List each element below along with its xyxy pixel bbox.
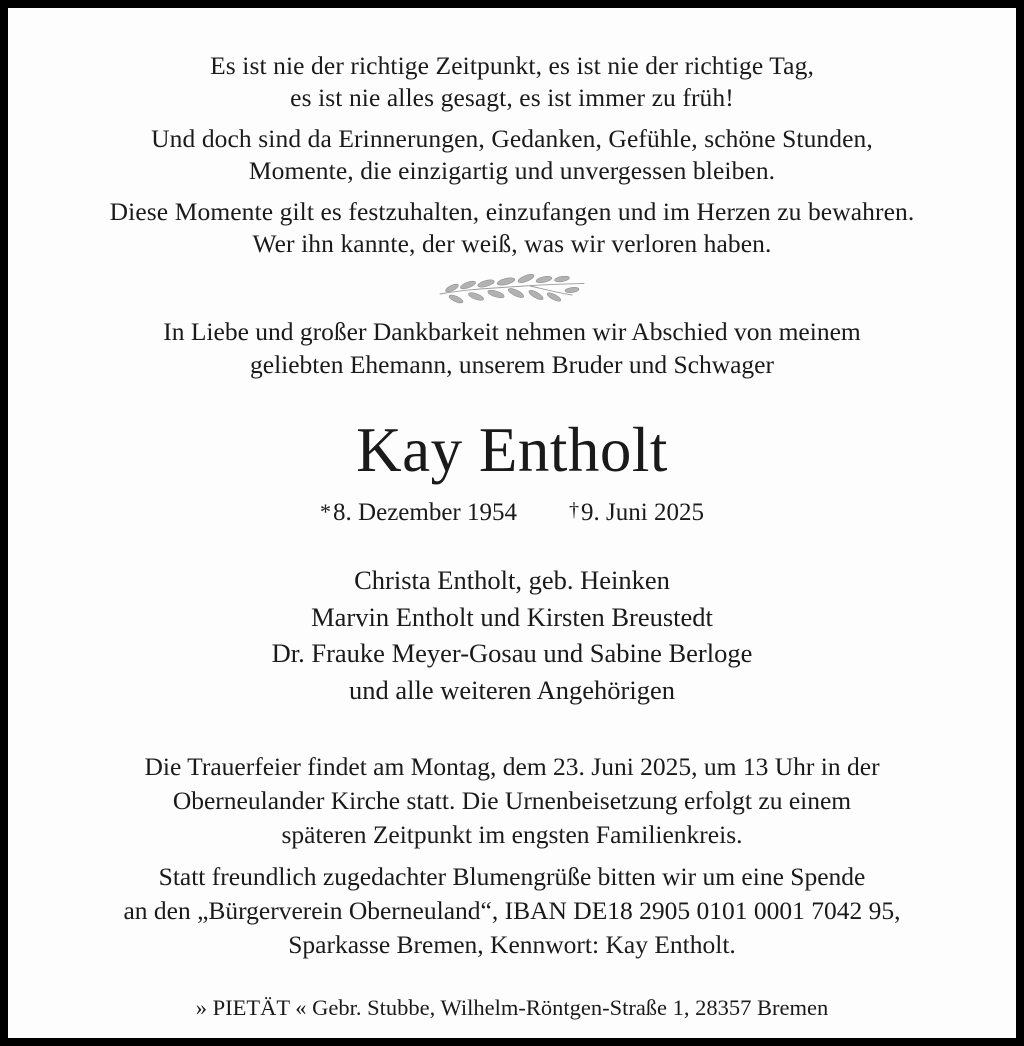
poem-line: Und doch sind da Erinnerungen, Gedanken, Gefühle, schöne Stunden, bbox=[151, 124, 873, 153]
service-line: späteren Zeitpunkt im engsten Familienkreis. bbox=[281, 820, 743, 849]
survivor-line: Marvin Entholt und Kirsten Breustedt bbox=[311, 601, 713, 632]
survivors-list bbox=[64, 562, 960, 708]
dedication-text bbox=[64, 315, 960, 381]
funeral-home-footer bbox=[64, 994, 960, 1022]
poem-line: Wer ihn kannte, der weiß, was wir verloren haben. bbox=[252, 229, 772, 258]
poem-line: Es ist nie der richtige Zeitpunkt, es ist nie der richtige Tag, bbox=[210, 51, 814, 80]
life-dates bbox=[64, 495, 960, 528]
dedication-line: geliebten Ehemann, unserem Bruder und Schwager bbox=[250, 350, 774, 379]
deceased-name: Kay Entholt bbox=[356, 415, 668, 485]
donation-line: an den „Bürgerverein Oberneuland“, IBAN DE18 2905 0101 0001 7042 95, bbox=[123, 896, 901, 925]
poem-line: Momente, die einzigartig und unvergessen bleiben. bbox=[248, 156, 776, 185]
dagger-icon: † bbox=[569, 499, 580, 521]
notice-inner bbox=[8, 8, 1016, 1038]
olive-branch-ornament bbox=[434, 269, 590, 309]
survivor-line: Dr. Frauke Meyer-Gosau und Sabine Berloge bbox=[271, 638, 753, 668]
survivor-line: Christa Entholt, geb. Heinken bbox=[354, 565, 670, 595]
dedication-line: In Liebe und großer Dankbarkeit nehmen wir Abschied von meinem bbox=[163, 317, 861, 346]
poem-stanza bbox=[64, 123, 960, 187]
poem-stanza bbox=[64, 50, 960, 114]
service-details bbox=[64, 750, 960, 852]
service-line: Die Trauerfeier findet am Montag, dem 23. Juni 2025, um 13 Uhr in der bbox=[144, 752, 880, 781]
donation-line: Statt freundlich zugedachter Blumengrüße bitten wir um eine Spende bbox=[158, 862, 866, 891]
poem-stanza bbox=[64, 196, 960, 260]
donation-line: Sparkasse Bremen, Kennwort: Kay Entholt. bbox=[288, 930, 736, 959]
donation-request bbox=[64, 860, 960, 962]
poem-line: Diese Momente gilt es festzuhalten, einzufangen und im Herzen zu bewahren. bbox=[109, 197, 915, 226]
memorial-poem bbox=[64, 50, 960, 260]
birth-date bbox=[320, 499, 517, 526]
death-date-value: 9. Juni 2025 bbox=[581, 499, 704, 526]
survivor-line: und alle weiteren Angehörigen bbox=[349, 674, 675, 705]
death-date bbox=[569, 499, 704, 526]
birth-date-value: 8. Dezember 1954 bbox=[333, 499, 518, 526]
asterisk-icon: * bbox=[320, 499, 332, 524]
poem-line: es ist nie alles gesagt, es ist immer zu früh! bbox=[290, 83, 734, 112]
service-line: Oberneulander Kirche statt. Die Urnenbeisetzung erfolgt zu einem bbox=[172, 786, 852, 815]
deceased-block bbox=[64, 415, 960, 528]
funeral-home-line: » PIETÄT « Gebr. Stubbe, Wilhelm-Röntgen-Straße 1, 28357 Bremen bbox=[195, 995, 829, 1020]
